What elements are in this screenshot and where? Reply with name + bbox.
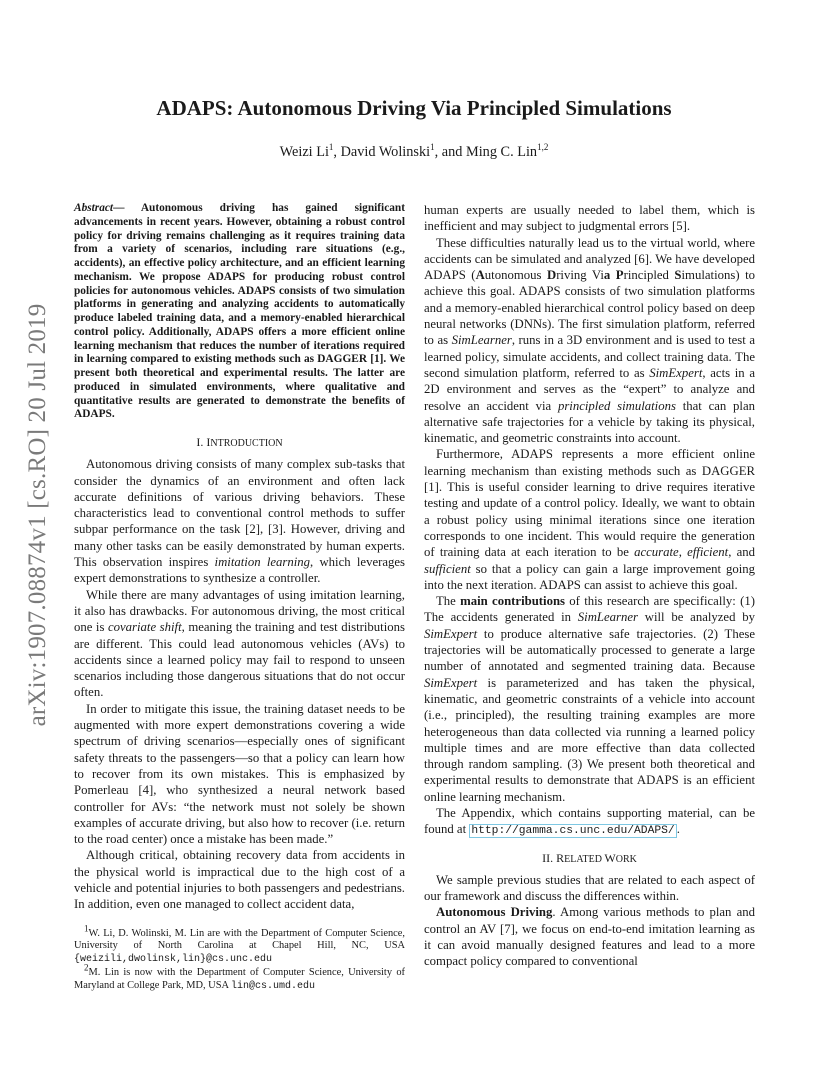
paper-title: ADAPS: Autonomous Driving Via Principled Simulations xyxy=(156,96,672,120)
emphasis-text: SimExpert xyxy=(424,675,478,690)
bold-text: main contributions xyxy=(460,594,566,609)
paragraph-text: , xyxy=(678,545,688,560)
emphasis-text: SimExpert xyxy=(649,365,703,380)
intro-paragraph-4: Although critical, obtaining recovery data from accidents in the physical world is impractical due to the high cost of a vehicle and potential injuries to both passengers and pedestrians. In addition, even one managed to collect accident data, xyxy=(74,848,405,912)
emphasis-text: principled simulations xyxy=(557,398,676,413)
intro-paragraph-3: In order to mitigate this issue, the training dataset needs to be augmented with more expert demonstrations covering a wide spectrum of driving scenarios—especially ones of significant safety threats to the passengers—so that a policy can learn how to recover from its own mistakes. This is emphasized by Pomerleau [4], who synthesized a neural network based controller for AVs: “the network must not solely be shown examples of accurate driving, but also how to recover (i.e. return to the road center) once a mistake has been made.” xyxy=(74,701,405,847)
author-list xyxy=(60,144,768,161)
abstract-text: — Autonomous driving has gained significant advancements in recent years. However, obtaining a robust control policy for driving remains challenging as it requires training data from a variety of scenarios, including rare situations (e.g., accidents), an effective policy architecture, and an efficient learning mechanism. We propose ADAPS for producing robust control policies for autonomous vehicles. ADAPS consists of two simulation platforms in generating and analyzing accidents to automatically produce labeled training data, and a memory-enabled hierarchical control policy. Additionally, ADAPS offers a more efficient online learning mechanism that reduces the number of iterations required in learning compared to existing methods such as DAGGER [1]. We present both theoretical and experimental results. The latter are produced in simulated environments, where qualitative and quantitative results are generated to demonstrate the benefits of ADAPS. xyxy=(74,202,405,421)
section-title-initial: I xyxy=(206,435,211,449)
affiliation-mark: 1 xyxy=(430,142,435,153)
bold-text: Autonomous Driving xyxy=(436,905,553,920)
paragraph-text: is parameterized and has taken the physical, kinematic, and geometric constraints of a vehicle into account (i.e., principled), the resulting training examples are more heterogeneous than data collected via running a learned policy multiple times and are more effective than data collected through random sampling. (3) We present both theoretical and experimental results to demonstrate that ADAPS is an efficient online learning mechanism. xyxy=(424,675,755,804)
paragraph-text: of this research are specifically: (1) The accidents generated in xyxy=(424,594,755,625)
section-heading-related-work xyxy=(424,850,755,868)
paragraph-text: , meaning the training and test distributions are different. This could lead autonomous vehicles (AVs) to accidents since a learned policy may fail to respond to unseen scenarios including those dangerous situations that do not occur often. xyxy=(74,620,405,700)
paragraph-text: Furthermore, ADAPS represents a more efficient online learning mechanism than existing methods such as DAGGER [1]. This is useful consider learning to drive requires iterative testing and update of a control policy. Ideally, we want to obtain a robust policy using minimal iterations since one iteration corresponds to one incident. This would require the generation of training data at each iteration to be xyxy=(424,447,755,560)
contributions-paragraph xyxy=(424,593,755,805)
paragraph-text: imulations) to achieve this goal. ADAPS consists of two simulation platforms and a memory-enabled hierarchical control policy based on deep neural networks (DNNs). The first simulation platform, referred to as xyxy=(424,268,756,348)
emphasis-text: SimExpert xyxy=(424,626,478,641)
footnote-text: M. Lin is now with the Department of Computer Science, University of Maryland at College Park, MD, USA xyxy=(74,967,405,991)
email-address: lin@cs.umd.edu xyxy=(231,980,316,992)
acronym-letter: a xyxy=(603,268,611,283)
email-address: {weizili,dwolinsk,lin}@cs.unc.edu xyxy=(74,953,273,965)
section-title-rest: ORK xyxy=(615,853,637,865)
paragraph-text: Autonomous driving consists of many complex sub-tasks that consider the dynamics of an environment and often lack accurate definitions of various driving behaviors. These characteristics lead to conventional control methods to suffer subpar performance on the task [2], [3]. However, driving and many other tasks can be easily demonstrated by human experts. This observation inspires xyxy=(74,457,405,570)
section-title-initial: R xyxy=(556,850,565,865)
footnote-2 xyxy=(74,962,405,993)
section-heading-introduction xyxy=(74,434,405,452)
emphasis-text: SimLearner xyxy=(451,333,512,348)
paragraph-text: , runs in a 3D environment and is used to test a learned policy, simulate accidents, and collect training data. The second simulation platform, referred to as xyxy=(424,333,755,380)
acronym-letter: D xyxy=(546,268,557,283)
section-title-initial: W xyxy=(604,850,616,865)
related-work-paragraph-1: We sample previous studies that are related to each aspect of our framework and discuss the differences within. xyxy=(424,872,755,904)
author-name: Weizi Li xyxy=(279,144,329,160)
paragraph-text: , which leverages expert demonstrations to synthesize a controller. xyxy=(74,555,406,586)
paragraph-text: The xyxy=(436,594,461,609)
emphasis-text: efficient xyxy=(687,545,729,560)
section-title-rest: NTRODUCTION xyxy=(210,438,283,449)
footnote-text: W. Li, D. Wolinski, M. Lin are with the Department of Computer Science, University of North Carolina at Chapel Hill, NC, USA xyxy=(74,928,405,952)
author-separator: , xyxy=(333,144,341,160)
paragraph-text: . Among various methods to plan and control an AV [7], we focus on end-to-end imitation learning as it can avoid manually designed features and lead to a more compact policy compared to conventional xyxy=(424,905,755,969)
paragraph-text: will be analyzed by xyxy=(638,610,755,625)
author-name: David Wolinski xyxy=(340,144,431,160)
footnote-mark: 2 xyxy=(84,962,89,973)
footnote-1 xyxy=(74,923,405,966)
author-name: Ming C. Lin xyxy=(465,144,538,160)
paragraph-text: utonomous xyxy=(484,268,547,283)
footnotes xyxy=(74,923,405,994)
emphasis-text: accurate xyxy=(634,545,679,560)
paragraph-text: The Appendix, which contains supporting material, can be found at xyxy=(424,805,755,837)
paragraph-text: While there are many advantages of using imitation learning, it also has drawbacks. For autonomous driving, the most critical one is xyxy=(74,587,405,635)
footnote-mark: 1 xyxy=(84,923,89,934)
acronym-letter: S xyxy=(674,268,682,283)
acronym-letter: P xyxy=(615,268,624,283)
paragraph-text: , acts in a 2D environment and serves as the “expert” to analyze and resolve an accident via xyxy=(424,365,756,413)
paragraph-text: . xyxy=(676,822,680,837)
section-number: II. xyxy=(542,850,557,865)
abstract-label: Abstract xyxy=(74,202,114,214)
abstract xyxy=(74,202,405,422)
appendix-paragraph xyxy=(424,805,755,840)
paragraph-text: These difficulties naturally lead us to the virtual world, where accidents can be simulated and analyzed [6]. We have developed ADAPS ( xyxy=(424,235,755,283)
arxiv-identifier-text: arXiv:1907.08874v1 [cs.RO] 20 Jul 2019 xyxy=(24,303,51,727)
emphasis-text: imitation learning xyxy=(214,555,311,570)
section-number: I. xyxy=(196,435,207,449)
author-separator: , and xyxy=(434,144,466,160)
related-work-paragraph-2 xyxy=(424,904,755,969)
right-column xyxy=(424,202,755,970)
acronym-letter: A xyxy=(475,268,485,283)
paragraph-text: so that a policy can gain a large improvement going into the next iteration. ADAPS can assist to achieve this goal. xyxy=(424,561,755,592)
emphasis-text: covariate shift xyxy=(107,620,182,635)
intro-paragraph-6 xyxy=(424,446,755,593)
paragraph-text: that can plan alternative safe trajectories for a vehicle by taking its physical, kinematic, and geometric constraints into account. xyxy=(424,398,756,446)
intro-paragraph-5 xyxy=(424,235,755,447)
paragraph-text: to produce alternative safe trajectories. (2) These trajectories will be automatically processed to generate a large number of annotated and segmented training data. Because xyxy=(424,626,755,674)
emphasis-text: sufficient xyxy=(424,561,471,576)
paragraph-text: , and xyxy=(728,545,755,560)
paragraph-text: rincipled xyxy=(623,268,675,283)
arxiv-identifier xyxy=(18,295,58,735)
appendix-link[interactable]: http://gamma.cs.unc.edu/ADAPS/ xyxy=(471,825,675,838)
affiliation-mark: 1 xyxy=(328,142,334,153)
paragraph-text: riving Vi xyxy=(556,268,604,283)
affiliation-mark: 1,2 xyxy=(537,142,549,153)
left-column xyxy=(74,202,405,913)
emphasis-text: SimLearner xyxy=(577,610,638,625)
intro-paragraph-2 xyxy=(74,587,405,701)
continued-paragraph: human experts are usually needed to label them, which is inefficient and may subject to judgmental errors [5]. xyxy=(424,203,755,234)
section-title-rest: ELATED xyxy=(564,853,605,865)
intro-paragraph-1 xyxy=(74,456,405,586)
